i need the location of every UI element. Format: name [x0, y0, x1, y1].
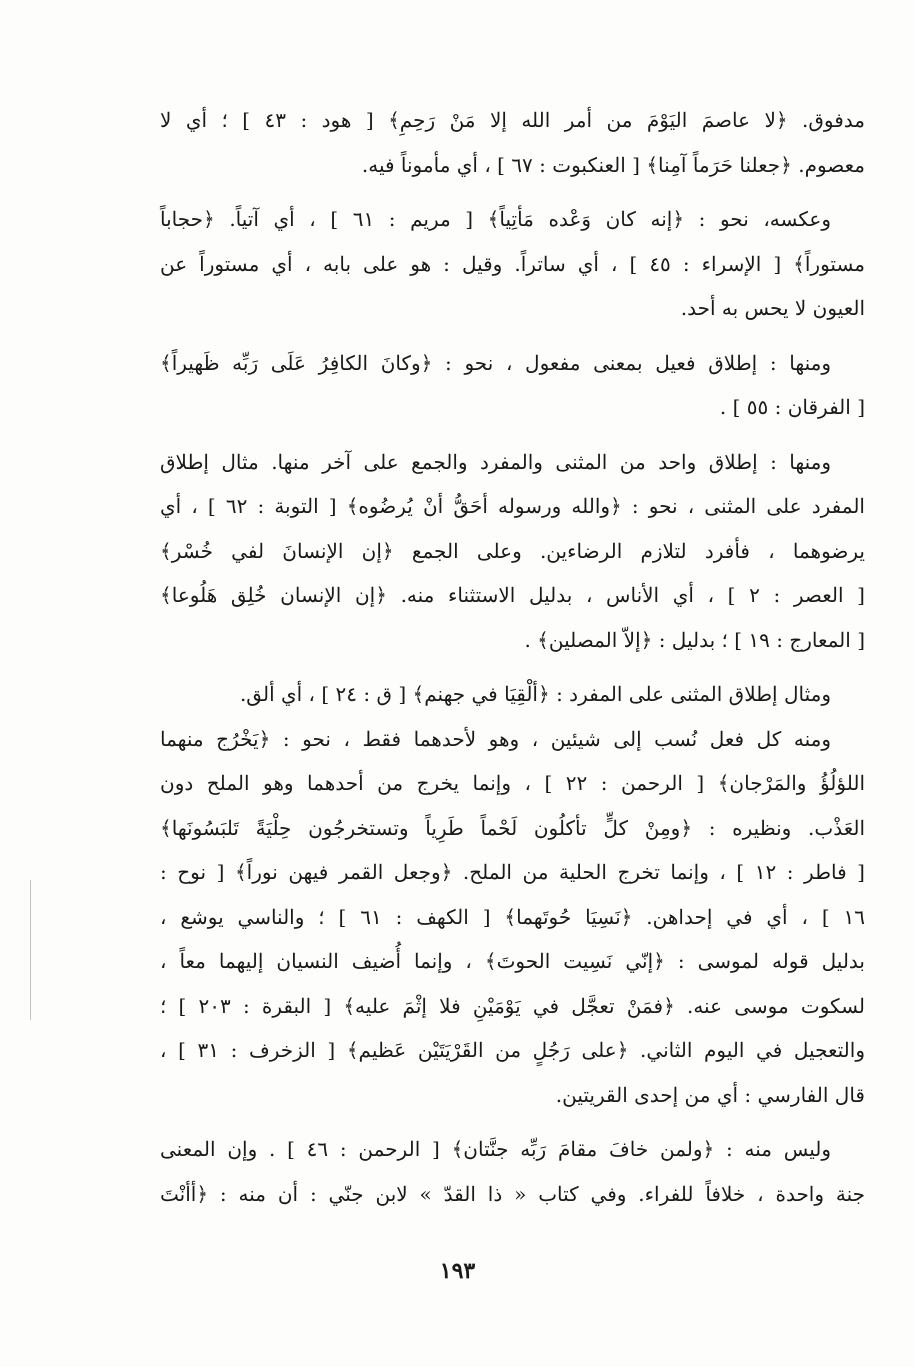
text-line: اللؤلُؤُ والمَرْجان﴾ [ الرحمن : ٢٢ ] ، وإنما يخرج من أحدهما وهو الملح دون	[160, 771, 865, 795]
paragraph	[160, 717, 865, 1118]
text-line: قال الفارسي : أي من إحدى القريتين.	[555, 1082, 865, 1107]
page-number: ١٩٣	[439, 1258, 476, 1284]
text-line: [ المعارج : ١٩ ] ؛ بدليل : ﴿إلاّ المصلين﴾ .	[524, 627, 865, 652]
text-line: بدليل قوله لموسى : ﴿إنّي نَسِيت الحوتَ﴾ ، وإنما أُضيف النسيان إليهما معاً ،	[160, 949, 865, 973]
text-line: المفرد على المثنى ، نحو : ﴿والله ورسوله أحَقُّ أنْ يُرضُوه﴾ [ التوبة : ٦٢ ] ، أي	[160, 494, 865, 518]
paragraph	[160, 197, 865, 331]
paragraph	[160, 672, 865, 717]
text-line: [ الفرقان : ٥٥ ] .	[719, 395, 865, 419]
paragraph	[160, 440, 865, 663]
text-line: مستوراً﴾ [ الإسراء : ٤٥ ] ، أي ساتراً. وقيل : هو على بابه ، أي مستوراً عن	[160, 251, 866, 276]
paragraph	[160, 98, 865, 187]
text-line: جنة واحدة ، خلافاً للفراء. وفي كتاب « ذا القدّ » لابن جنّي : أن منه : ﴿أأنْتَ	[160, 1181, 865, 1206]
text-line: ومنها : إطلاق واحد من المثنى والمفرد والجمع على آخر منها. مثال إطلاق	[160, 449, 831, 474]
text-line: ١٦ ] ، أي في إحداهن. ﴿نَسِيَا حُوتَهما﴾ [ الكهف : ٦١ ] ؛ والناسي يوشع ،	[160, 904, 865, 929]
text-line: ومنه كل فعل نُسب إلى شيئين ، وهو لأحدهما فقط ، نحو : ﴿يَخْرُج منهما	[160, 726, 831, 751]
text-line: [ فاطر : ١٢ ] ، وإنما تخرج الحلية من الملح. ﴿وجعل القمر فيهن نوراً﴾ [ نوح :	[160, 860, 865, 884]
text-line: والتعجيل في اليوم الثاني. ﴿على رَجُلٍ من القَرْيَتَيْن عَظيم﴾ [ الزخرف : ٣١ ] ،	[160, 1038, 865, 1062]
text-line: [ العصر : ٢ ] ، أي الأناس ، بدليل الاستثناء منه. ﴿إن الإنسان خُلِق هَلُوعا﴾	[160, 583, 865, 607]
text-line: معصوم. ﴿جعلنا حَرَماً آمِنا﴾ [ العنكبوت : ٦٧ ] ، أي مأموناً فيه.	[361, 152, 865, 177]
text-line: يرضوهما ، فأفرد لتلازم الرضاءين. وعلى الجمع ﴿إن الإنسانَ لفي خُسْر﴾	[160, 538, 865, 563]
text-line: ومنها : إطلاق فعيل بمعنى مفعول ، نحو : ﴿وكانَ الكافِرُ عَلَى رَبِّه ظَهيراً﴾	[160, 350, 831, 375]
paragraph	[160, 341, 865, 430]
text-line: وليس منه : ﴿ولمن خافَ مقامَ رَبِّه جنَّتان﴾ [ الرحمن : ٤٦ ] . وإن المعنى	[160, 1137, 832, 1161]
page-edge-mark	[30, 880, 31, 1020]
text-line: العَذْب. ونظيره : ﴿ومِنْ كلٍّ تأكلُون لَحْماً طَرِياً وتستخرجُون حِلْيَةً تَلبَسُونَها﴾	[160, 815, 865, 840]
text-line: العيون لا يحس به أحد.	[680, 296, 865, 320]
text-line: وعكسه، نحو : ﴿إنه كان وَعْده مَأتِياً﴾ [ مريم : ٦١ ] ، أي آتياً. ﴿حجاباً	[160, 207, 831, 231]
text-line: مدفوق. ﴿لا عاصمَ اليَوْمَ من أمر الله إلا مَنْ رَحِمِ﴾ [ هود : ٤٣ ] ؛ أي لا	[160, 108, 866, 132]
text-line: لسكوت موسى عنه. ﴿فمَنْ تعجَّل في يَوْمَيْنِ فلا إثْمَ عليه﴾ [ البقرة : ٢٠٣ ] ؛	[160, 993, 866, 1018]
paragraph	[160, 1127, 865, 1216]
body-text	[160, 98, 865, 1226]
text-line: ومثال إطلاق المثنى على المفرد : ﴿ألْقِيَا في جهنم﴾ [ ق : ٢٤ ] ، أي ألق.	[239, 682, 831, 706]
